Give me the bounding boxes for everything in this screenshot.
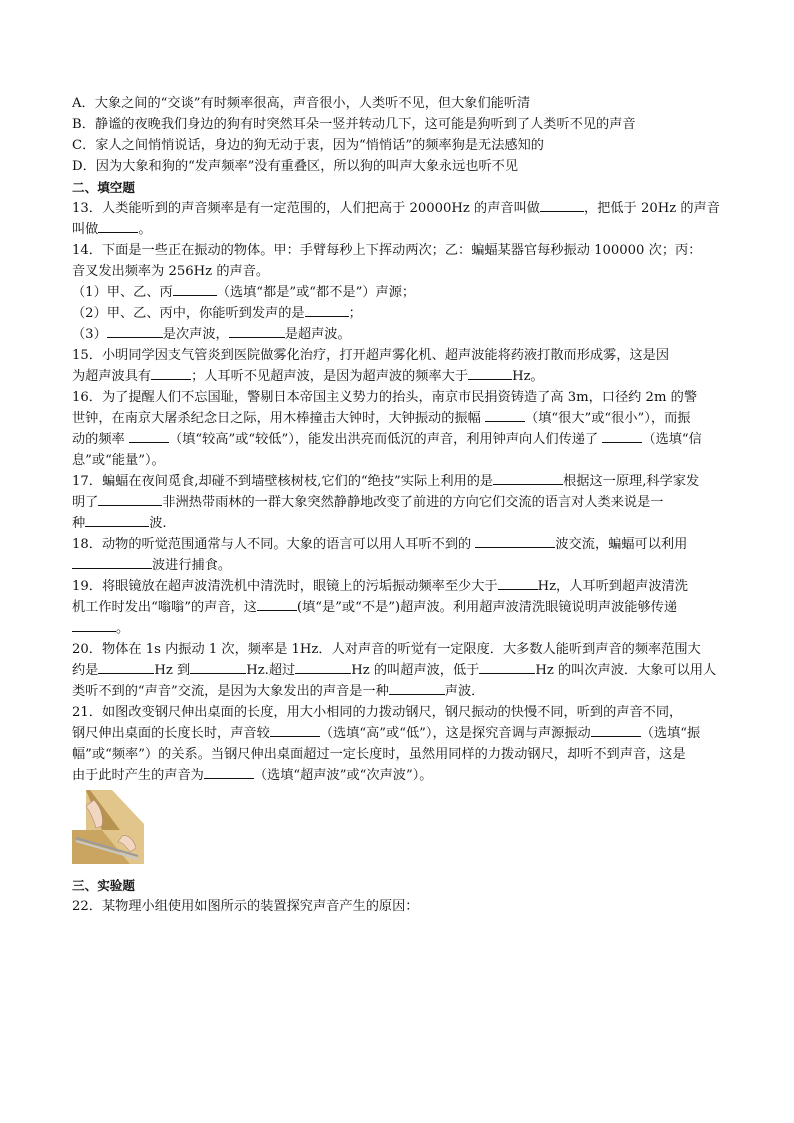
q13-text: ，把低于 20Hz 的声音 xyxy=(584,201,720,216)
answer-blank[interactable] xyxy=(479,660,535,674)
question-17-line-2 xyxy=(72,492,722,513)
question-18-line-2 xyxy=(72,555,722,576)
question-20-line-1: 20．物体在 1s 内振动 1 次，频率是 1Hz．人对声音的听觉有一定限度．大多数人能听到声音的频率范围大 xyxy=(72,642,701,657)
answer-blank[interactable] xyxy=(190,660,246,674)
q21-text: （选填“超声波”或“次声波”）。 xyxy=(253,768,433,783)
q16-text: （选填“信 xyxy=(642,432,702,447)
q15-text: ；人耳听不见超声波，是因为超声波的频率大于 xyxy=(191,369,469,384)
q14-text: ； xyxy=(348,306,362,321)
q21-text: （选填“高”或“低”），这是探究音调与声源振动 xyxy=(319,726,591,741)
q16-text: （填“很大”或“很小”），而振 xyxy=(525,411,691,426)
answer-blank[interactable] xyxy=(98,219,138,233)
option-c: C．家人之间悄悄说话，身边的狗无动于衷，因为“悄悄话”的频率狗是无法感知的 xyxy=(72,138,544,153)
answer-blank[interactable] xyxy=(98,660,154,674)
question-15-line-2 xyxy=(72,366,722,387)
q18-text: 18．动物的听觉范围通常与人不同。大象的语言可以用人耳听不到的 xyxy=(72,537,472,552)
q15-text: Hz。 xyxy=(512,369,544,384)
section-experiment-title: 三、实验题 xyxy=(72,878,135,893)
answer-blank[interactable] xyxy=(72,555,152,569)
document-page xyxy=(72,93,722,917)
q17-text: 根据这一原理,科学家发 xyxy=(563,474,700,489)
question-14-line-2: 音叉发出频率为 256Hz 的声音。 xyxy=(72,264,270,279)
q17-text: 明了 xyxy=(72,495,99,510)
question-19-line-3 xyxy=(72,618,722,639)
question-14-sub-1 xyxy=(72,282,722,303)
answer-blank[interactable] xyxy=(468,366,512,380)
q14-text: （3） xyxy=(72,327,107,342)
question-16-line-2 xyxy=(72,408,722,429)
q19-text: (填“是”或“不是”)超声波。利用超声波清洗眼镜说明声波能够传递 xyxy=(296,600,678,615)
answer-blank[interactable] xyxy=(85,513,149,527)
q13-text: 。 xyxy=(138,222,152,237)
q20-text: Hz.超过 xyxy=(246,663,296,678)
q17-text: 种 xyxy=(72,516,86,531)
question-21-line-4 xyxy=(72,765,722,786)
q20-text: Hz 的叫次声波．大象可以用人 xyxy=(535,663,717,678)
question-21-line-1: 21．如图改变钢尺伸出桌面的长度，用大小相同的力拨动钢尺，钢尺振动的快慢不同，听到的声音不同， xyxy=(72,705,683,720)
q18-text: 波进行捕食。 xyxy=(152,558,232,573)
question-21-line-3: 幅”或“频率”）的关系。当钢尺伸出桌面超过一定长度时，虽然用同样的力拨动钢尺，却听不到声音，这是 xyxy=(72,747,686,762)
q19-text: Hz，人耳听到超声波清洗 xyxy=(537,579,688,594)
q13-text: 叫做 xyxy=(72,222,99,237)
q14-text: （2）甲、乙、丙中，你能听到发声的是 xyxy=(72,306,305,321)
option-b: B．静谧的夜晚我们身边的狗有时突然耳朵一竖并转动几下，这可能是狗听到了人类听不见的声音 xyxy=(72,117,636,132)
question-19-line-2 xyxy=(72,597,722,618)
answer-blank[interactable] xyxy=(229,324,285,338)
q19-text: 机工作时发出“嗡嗡”的声音，这 xyxy=(72,600,257,615)
answer-blank[interactable] xyxy=(98,492,162,506)
q19-text: 19．将眼镜放在超声波清洗机中清洗时，眼镜上的污垢振动频率至少大于 xyxy=(72,579,498,594)
q21-text: 钢尺伸出桌面的长度长时，声音较 xyxy=(72,726,270,741)
q17-text: 非洲热带雨林的一群大象突然静静地改变了前进的方向它们交流的语言对人类来说是一 xyxy=(162,495,664,510)
q21-text: 由于此时产生的声音为 xyxy=(72,768,204,783)
question-16-line-4: 息”或“能量”）。 xyxy=(72,453,165,468)
q14-text: （选填“都是”或“都不是”）声源； xyxy=(216,285,416,300)
answer-blank[interactable] xyxy=(389,681,445,695)
q20-text: 声波． xyxy=(444,684,485,699)
answer-blank[interactable] xyxy=(151,366,191,380)
question-17-line-3 xyxy=(72,513,722,534)
q13-text: 13．人类能听到的声音频率是有一定范围的，人们把高于 20000Hz 的声音叫做 xyxy=(72,201,540,216)
answer-blank[interactable] xyxy=(270,723,320,737)
answer-blank[interactable] xyxy=(475,534,555,548)
answer-blank[interactable] xyxy=(295,660,351,674)
answer-blank[interactable] xyxy=(107,324,163,338)
question-20-line-3 xyxy=(72,681,722,702)
question-13-line-1 xyxy=(72,198,722,219)
ruler-desk-figure xyxy=(72,790,144,864)
q16-text: 动的频率 xyxy=(72,432,125,447)
answer-blank[interactable] xyxy=(173,282,217,296)
q20-text: 类听不到的“声音”交流，是因为大象发出的声音是一种 xyxy=(72,684,389,699)
question-14-sub-3 xyxy=(72,324,722,345)
answer-blank[interactable] xyxy=(72,618,116,632)
q18-text: 波交流，蝙蝠可以利用 xyxy=(555,537,688,552)
question-18-line-1 xyxy=(72,534,722,555)
question-15-line-1: 15．小明同学因支气管炎到医院做雾化治疗，打开超声雾化机、超声波能将药液打散而形成雾，这是因 xyxy=(72,348,670,363)
question-20-line-2 xyxy=(72,660,722,681)
q20-text: Hz 到 xyxy=(154,663,191,678)
section-fill-blank-title: 二、填空题 xyxy=(72,180,135,195)
question-21-line-2 xyxy=(72,723,722,744)
question-16-line-1: 16．为了提醒人们不忘国耻，警剔日本帝国主义势力的抬头，南京市民捐资铸造了高 3m，口径约 2m 的警 xyxy=(72,390,698,405)
answer-blank[interactable] xyxy=(493,471,563,485)
question-16-line-3 xyxy=(72,429,722,450)
q14-text: 是超声波。 xyxy=(284,327,351,342)
q17-text: 17．蝙蝠在夜间觅食,却碰不到墙壁核树枝,它们的“绝技”实际上利用的是 xyxy=(72,474,494,489)
question-14-line-1: 14．下面是一些正在振动的物体。甲：手臂每秒上下挥动两次；乙：蝙蝠某器官每秒振动 100000 次；丙： xyxy=(72,243,702,258)
q19-text: 。 xyxy=(116,621,130,636)
q16-text: （填“较高”或“较低”），能发出洪亮而低沉的声音，利用钟声向人们传递了 xyxy=(168,432,599,447)
answer-blank[interactable] xyxy=(591,723,641,737)
q16-text: 世钟，在南京大屠杀纪念日之际，用木棒撞击大钟时，大钟振动的振幅 xyxy=(72,411,481,426)
q17-text: 波. xyxy=(149,516,167,531)
answer-blank[interactable] xyxy=(204,765,254,779)
question-13-line-2 xyxy=(72,219,722,240)
answer-blank[interactable] xyxy=(498,576,538,590)
answer-blank[interactable] xyxy=(602,429,642,443)
answer-blank[interactable] xyxy=(257,597,297,611)
option-d: D．因为大象和狗的“发声频率”没有重叠区，所以狗的叫声大象永远也听不见 xyxy=(72,159,519,174)
q20-text: 约是 xyxy=(72,663,99,678)
question-22-line-1: 22．某物理小组使用如图所示的装置探究声音产生的原因： xyxy=(72,899,419,914)
q21-text: （选填“振 xyxy=(640,726,701,741)
question-17-line-1 xyxy=(72,471,722,492)
q20-text: Hz 的叫超声波，低于 xyxy=(351,663,480,678)
answer-blank[interactable] xyxy=(129,429,169,443)
option-a: A．大象之间的“交谈”有时频率很高，声音很小，人类听不见，但大象们能听清 xyxy=(72,96,531,111)
question-19-line-1 xyxy=(72,576,722,597)
q14-text: 是次声波， xyxy=(162,327,229,342)
q15-text: 为超声波具有 xyxy=(72,369,152,384)
answer-blank[interactable] xyxy=(485,408,525,422)
answer-blank[interactable] xyxy=(540,198,584,212)
q14-text: （1）甲、乙、丙 xyxy=(72,285,173,300)
answer-blank[interactable] xyxy=(305,303,349,317)
question-14-sub-2 xyxy=(72,303,722,324)
